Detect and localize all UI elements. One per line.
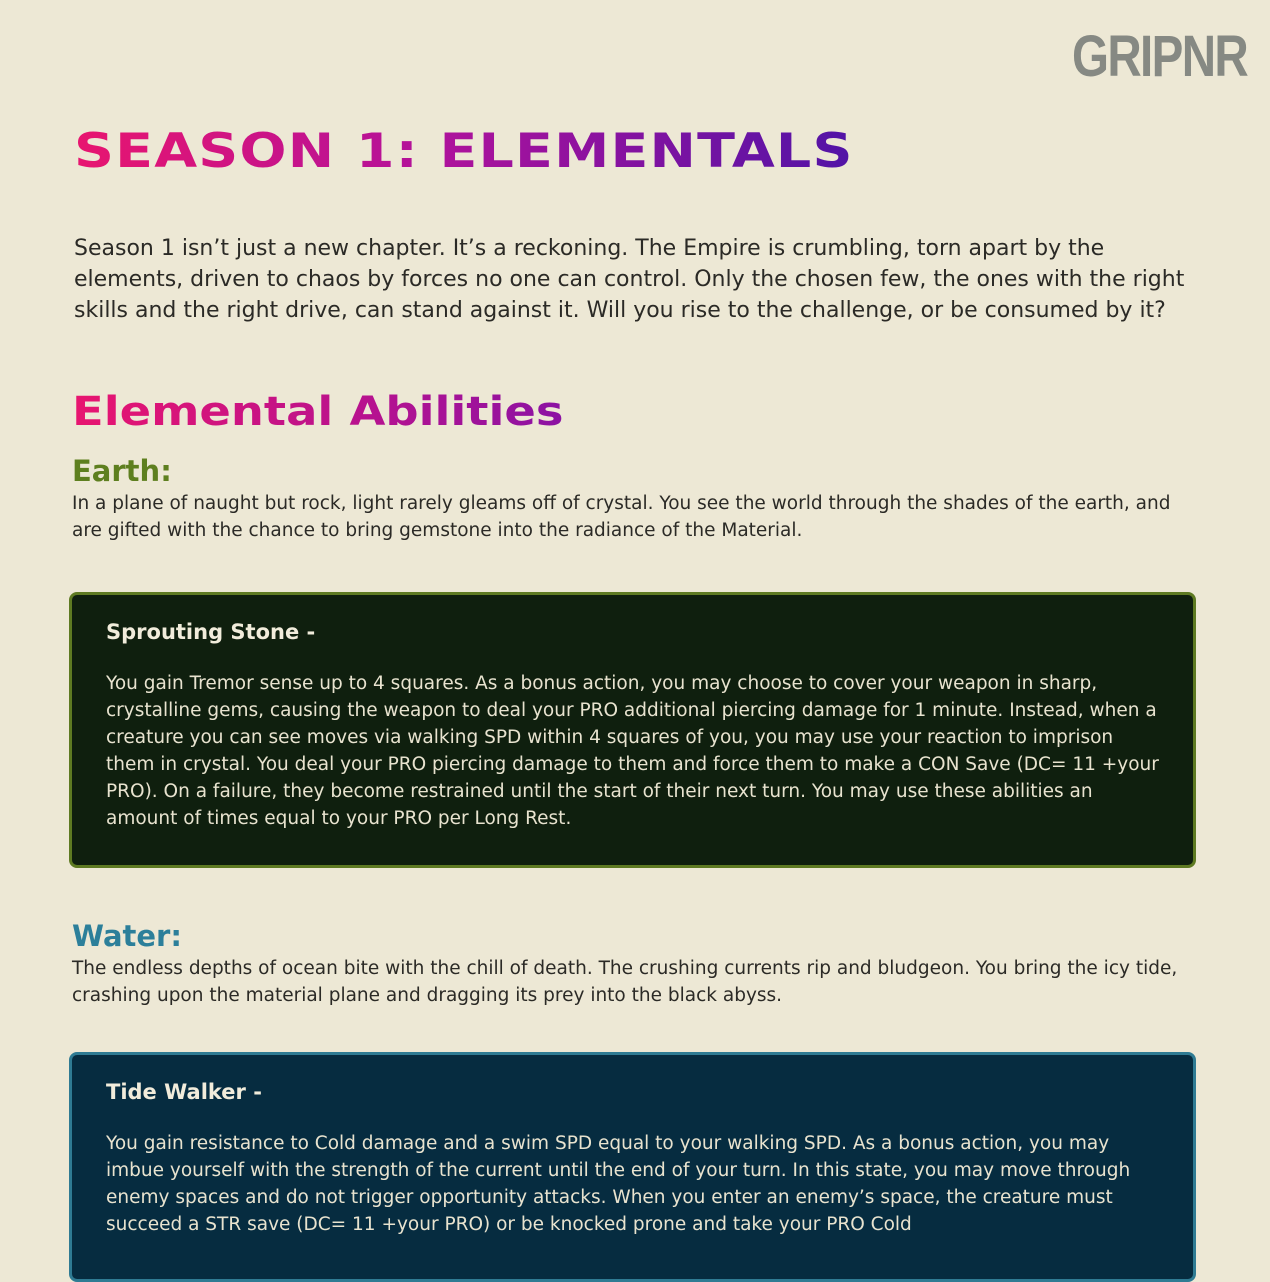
earth-ability-text: You gain Tremor sense up to 4 squares. As a bonus action, you may choose to cover your weapon in sharp, crystalline gems, causing the weapon to deal your PRO additional piercing damage for 1 minute. Instead, when a creature you can see moves via walking SPD within 4 squares of you, you may use your reaction to imprison them in crystal. You deal your PRO piercing damage to them and force them to make a CON Save (DC= 11 +your PRO). On a failure, they become restrained until the start of their next turn. You may use these abilities an amount of times equal to your PRO per Long Rest. xyxy=(106,673,1159,830)
earth-heading: Earth: xyxy=(72,454,172,488)
water-ability-card xyxy=(69,1052,1196,1282)
earth-description: In a plane of naught but rock, light rarely gleams off of crystal. You see the world through the shades of the earth, and are gifted with the chance to bring gemstone into the radiance of the Material. xyxy=(72,493,1171,541)
water-ability-title: Tide Walker - xyxy=(106,1080,262,1104)
water-ability-text: You gain resistance to Cold damage and a swim SPD equal to your walking SPD. As a bonus action, you may imbue yourself with the strength of the current until the end of your turn. In this state, you may move through enemy spaces and do not trigger opportunity attacks. When you enter an enemy’s space, the creature must succeed a STR save (DC= 11 +your PRO) or be knocked prone and take your PRO Cold xyxy=(106,1133,1131,1236)
earth-ability-card xyxy=(69,592,1196,868)
water-description: The endless depths of ocean bite with the chill of death. The crushing currents rip and bludgeon. You bring the icy tide, crashing upon the material plane and dragging its prey into the black abyss. xyxy=(72,958,1178,1006)
section-heading: Elemental Abilities xyxy=(72,389,564,435)
page-title: SEASON 1: ELEMENTALS xyxy=(74,124,854,179)
earth-ability-title: Sprouting Stone - xyxy=(106,620,316,644)
intro-paragraph: Season 1 isn’t just a new chapter. It’s a reckoning. The Empire is crumbling, torn apart by the elements, driven to chaos by forces no one can control. Only the chosen few, the ones with the right skills and the right drive, can stand against it. Will you rise to the challenge, or be consumed by it? xyxy=(74,236,1185,323)
gripnr-logo: GRIPNR xyxy=(1072,24,1248,89)
water-heading: Water: xyxy=(72,919,182,953)
